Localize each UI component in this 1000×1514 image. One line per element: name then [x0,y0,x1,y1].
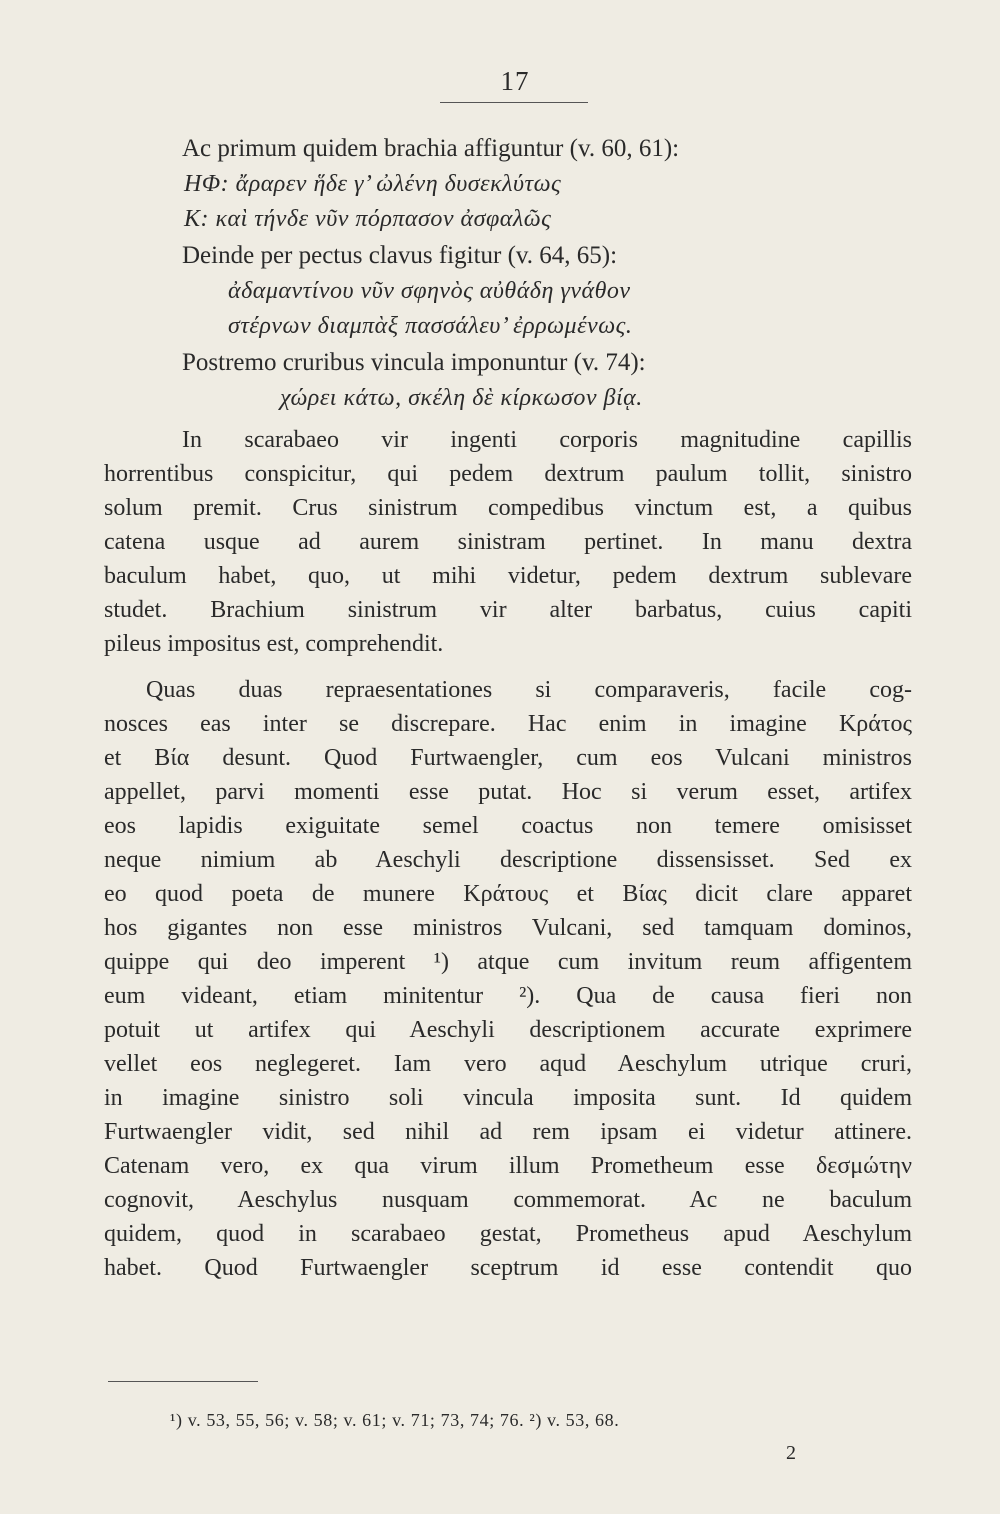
text-line: eo quod poeta de munere Κράτους et Βίας dicit clare apparet [104,881,912,907]
verse-intro-1: Ac primum quidem brachia affiguntur (v. 60, 61): [182,135,680,162]
text-line: quidem, quod in scarabaeo gestat, Prometheus apud Aeschylum [104,1221,912,1247]
text-line: quippe qui deo imperent ¹) atque cum invitum reum affigentem [104,949,912,975]
greek-verse-line: Κ: καὶ τήνδε νῦν πόρπασον ἀσφαλῶς [184,206,552,232]
text-line: appellet, parvi momenti esse putat. Hoc si verum esset, artifex [104,779,912,805]
text-line: vellet eos neglegeret. Iam vero aqud Aeschylum utrique cruri, [104,1051,912,1077]
text-line: potuit ut artifex qui Aeschyli descriptionem accurate exprimere [104,1017,912,1043]
text-line: habet. Quod Furtwaengler sceptrum id esse contendit quo [104,1255,912,1281]
greek-verse-line: ΗΦ: ἄραρεν ἥδε γ’ ὠλένη δυσεκλύτως [184,171,562,197]
text-line: In scarabaeo vir ingenti corporis magnitudine capillis [182,427,912,453]
text-line: Quas duas repraesentationes si comparaveris, facile cog- [146,677,912,703]
greek-verse-line: ἀδαμαντίνου νῦν σφηνὸς αὐθάδη γνάθον [228,278,631,304]
text-line: nosces eas inter se discrepare. Hac enim in imagine Κράτος [104,711,912,737]
signature-mark: 2 [786,1442,796,1464]
page-number-rule [440,102,588,103]
text-line: studet. Brachium sinistrum vir alter barbatus, cuius capiti [104,597,912,623]
text-line: Catenam vero, ex qua virum illum Prometheum esse δεσμώτην [104,1153,912,1179]
greek-verse-line: χώρει κάτω, σκέλη δὲ κίρκωσον βίᾳ. [280,385,643,411]
greek-verse-line: στέρνων διαμπὰξ πασσάλευ’ ἐρρωμένως. [228,313,633,339]
text-line: pileus impositus est, comprehendit. [104,631,444,657]
verse-intro-2: Deinde per pectus clavus figitur (v. 64, 65): [182,242,618,269]
text-line: in imagine sinistro soli vincula imposita sunt. Id quidem [104,1085,912,1111]
text-line: baculum habet, quo, ut mihi videtur, pedem dextrum sublevare [104,563,912,589]
text-line: hos gigantes non esse ministros Vulcani, sed tamquam dominos, [104,915,912,941]
text-line: cognovit, Aeschylus nusquam commemorat. Ac ne baculum [104,1187,912,1213]
footnote-rule [108,1381,258,1382]
text-line: neque nimium ab Aeschyli descriptione dissensisset. Sed ex [104,847,912,873]
page-number: 17 [500,66,530,96]
text-line: horrentibus conspicitur, qui pedem dextrum paulum tollit, sinistro [104,461,912,487]
text-line: catena usque ad aurem sinistram pertinet. In manu dextra [104,529,912,555]
text-line: eos lapidis exiguitate semel coactus non temere omisisset [104,813,912,839]
text-line: et Βία desunt. Quod Furtwaengler, cum eos Vulcani ministros [104,745,912,771]
text-line: solum premit. Crus sinistrum compedibus vinctum est, a quibus [104,495,912,521]
verse-intro-3: Postremo cruribus vincula imponuntur (v. 74): [182,349,646,376]
text-line: Furtwaengler vidit, sed nihil ad rem ipsam ei videtur attinere. [104,1119,912,1145]
text-line: eum videant, etiam minitentur ²). Qua de causa fieri non [104,983,912,1009]
footnote: ¹) v. 53, 55, 56; v. 58; v. 61; v. 71; 73, 74; 76. ²) v. 53, 68. [170,1410,620,1430]
